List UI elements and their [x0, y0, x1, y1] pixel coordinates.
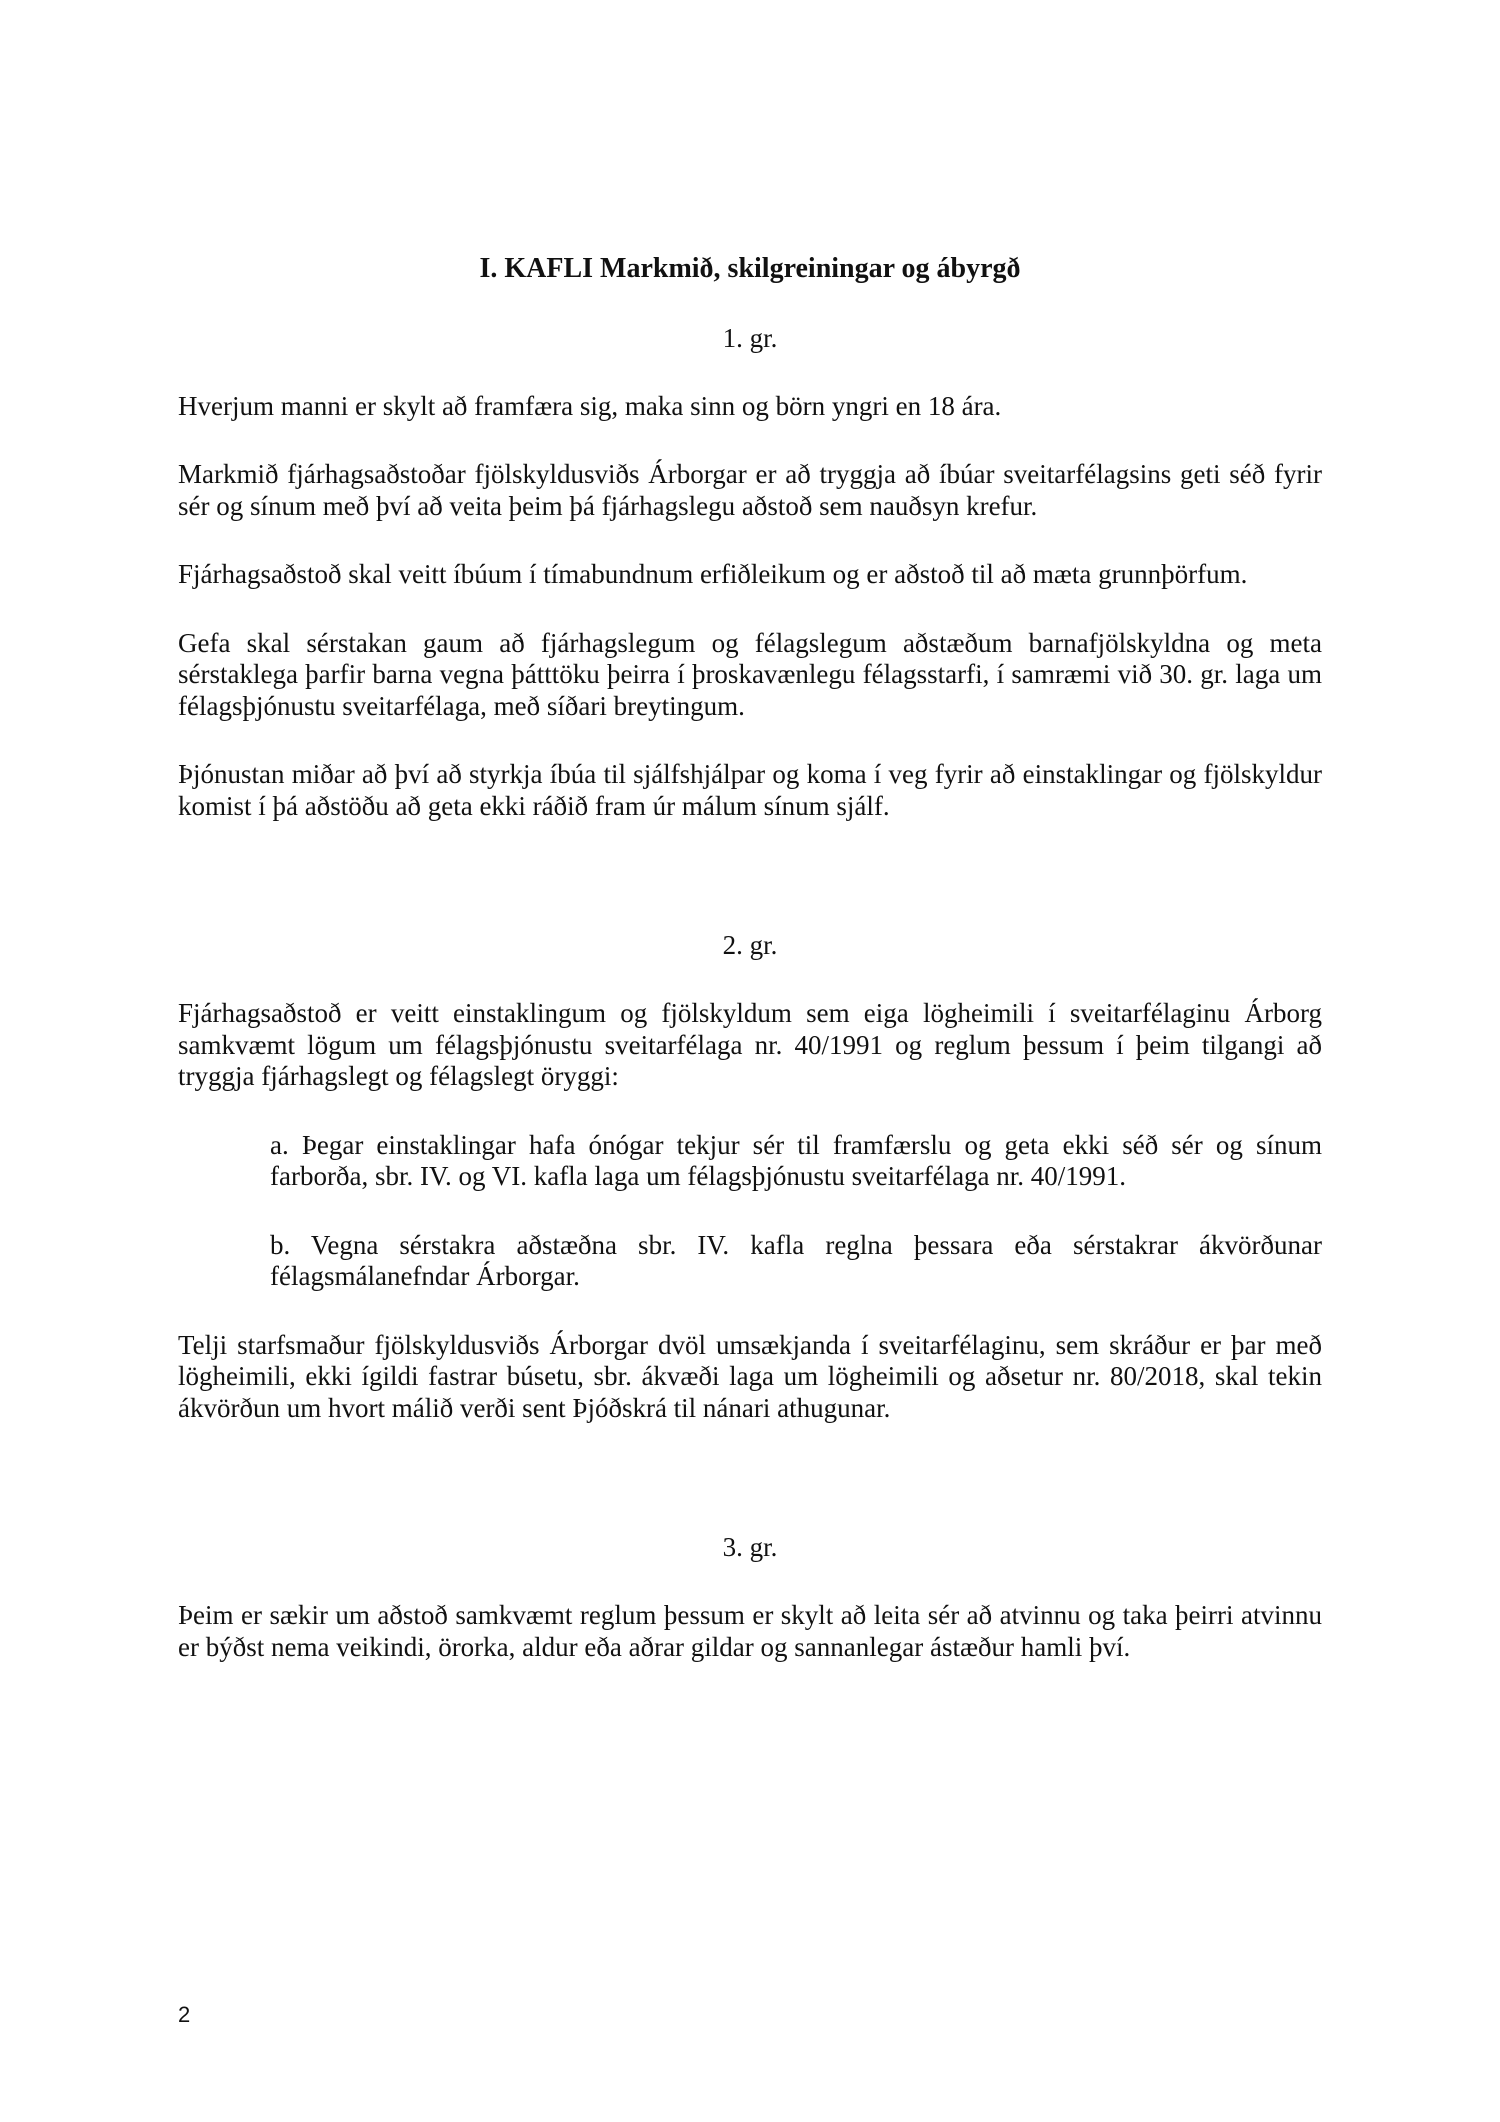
section-2	[178, 930, 1322, 1424]
paragraph: Hverjum manni er skylt að framfæra sig, maka sinn og börn yngri en 18 ára.	[178, 390, 1002, 421]
paragraph: Telji starfsmaður fjölskyldusviðs Árborgar dvöl umsækjanda í sveitarfélaginu, sem skráður er þar með lögheimili, ekki ígildi fastrar búsetu, sbr. ákvæði laga um lögheimili og aðsetur nr. 80/2018, skal tekin ákvörðun um hvort málið verði sent Þjóðskrá til nánari athugunar.	[178, 1329, 1322, 1423]
section-2-heading: 2. gr.	[722, 930, 778, 961]
section-1-heading: 1. gr.	[722, 322, 778, 353]
paragraph: Markmið fjárhagsaðstoðar fjölskyldusviðs Árborgar er að tryggja að íbúar sveitarfélagsins geti séð fyrir sér og sínum með því að veita þeim þá fjárhagslegu aðstoð sem nauðsyn krefur.	[178, 459, 1322, 521]
paragraph: Fjárhagsaðstoð er veitt einstaklingum og fjölskyldum sem eiga lögheimili í sveitarfélaginu Árborg samkvæmt lögum um félagsþjónustu sveitarfélaga nr. 40/1991 og reglum þessum í þeim tilgangi að tryggja fjárhagslegt og félagslegt öryggi:	[178, 998, 1322, 1092]
paragraph: Þeim er sækir um aðstoð samkvæmt reglum þessum er skylt að leita sér að atvinnu og taka þeirri atvinnu er býðst nema veikindi, örorka, aldur eða aðrar gildar og sannanlegar ástæður hamli því.	[178, 1600, 1322, 1662]
section-3	[178, 1532, 1322, 1663]
list-item-a: a. Þegar einstaklingar hafa ónógar tekjur sér til framfærslu og geta ekki séð sér og sínum farborða, sbr. IV. og VI. kafla laga um félagsþjónustu sveitarfélaga nr. 40/1991.	[270, 1129, 1322, 1192]
chapter-title: I. KAFLI Markmið, skilgreiningar og ábyrgð	[479, 253, 1021, 284]
page-number: 2	[178, 2002, 191, 2027]
paragraph: Gefa skal sérstakan gaum að fjárhagslegum og félagslegum aðstæðum barnafjölskyldna og meta sérstaklega þarfir barna vegna þátttöku þeirra í þroskavænlegu félagsstarfi, í samræmi við 30. gr. laga um félagsþjónustu sveitarfélaga, með síðari breytingum.	[178, 627, 1322, 721]
list-item-b: b. Vegna sérstakra aðstæðna sbr. IV. kafla reglna þessara eða sérstakrar ákvörðunar félagsmálanefndar Árborgar.	[270, 1229, 1322, 1292]
paragraph: Þjónustan miðar að því að styrkja íbúa til sjálfshjálpar og koma í veg fyrir að einstaklingar og fjölskyldur komist í þá aðstöðu að geta ekki ráðið fram úr málum sínum sjálf.	[178, 759, 1322, 821]
paragraph: Fjárhagsaðstoð skal veitt íbúum í tímabundnum erfiðleikum og er aðstoð til að mæta grunnþörfum.	[178, 559, 1248, 590]
section-3-heading: 3. gr.	[722, 1532, 778, 1563]
section-1	[178, 323, 1322, 823]
